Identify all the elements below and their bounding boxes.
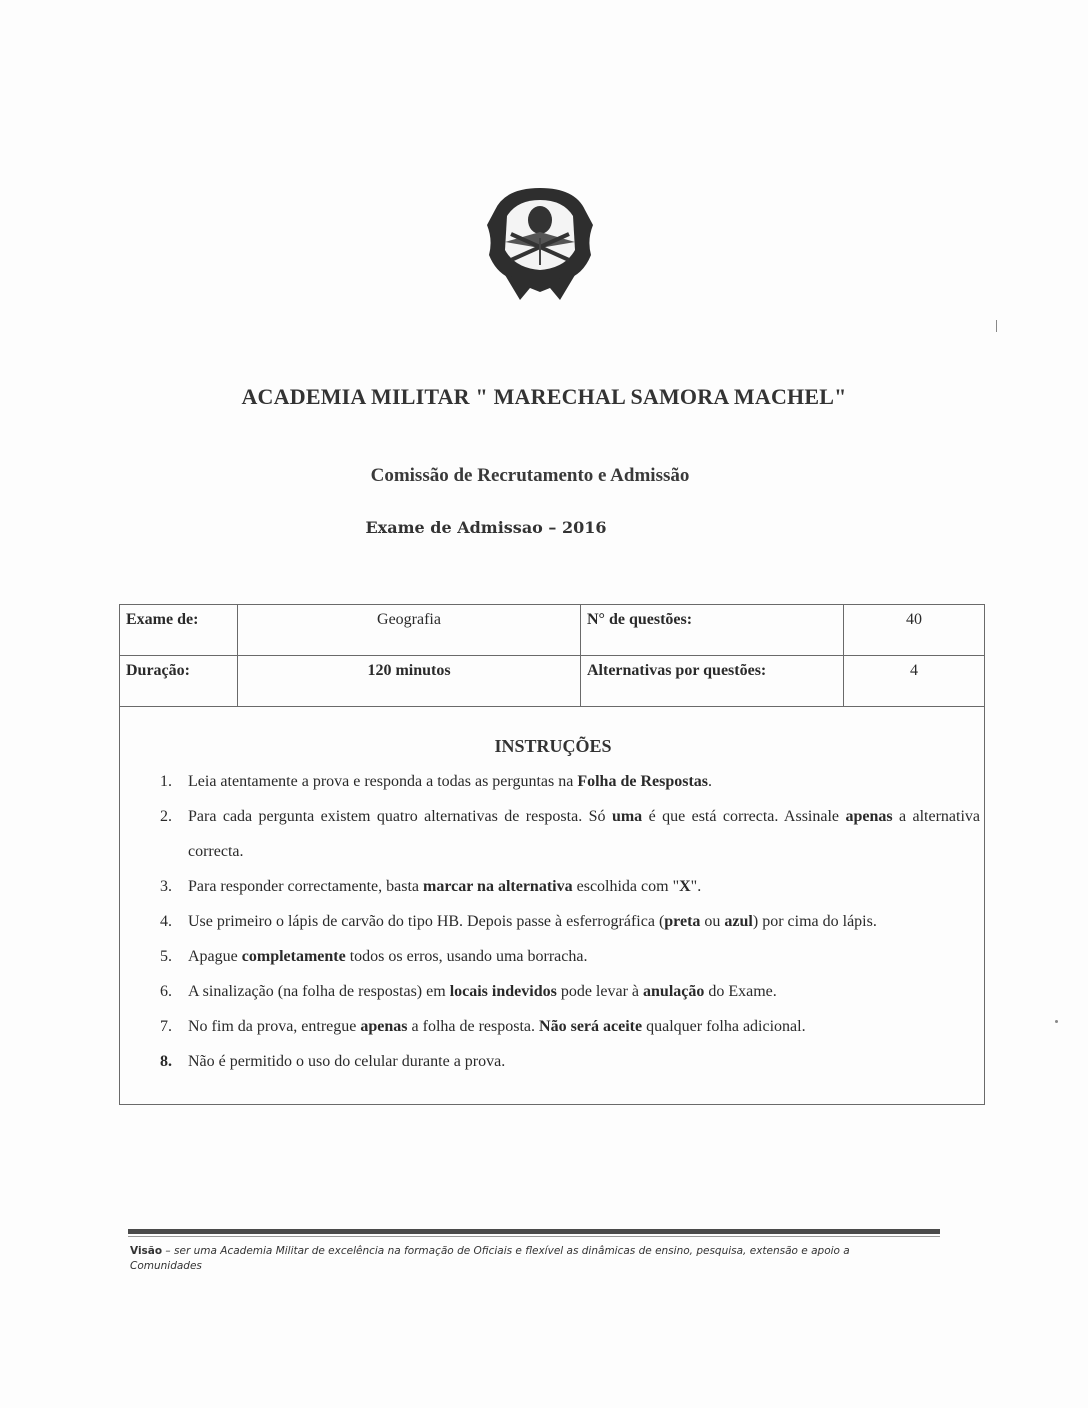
instruction-text: escolhida com " (572, 878, 680, 895)
exam-title: Exame de Admissao – 2016 (365, 518, 607, 537)
instruction-item (160, 904, 980, 939)
footer-divider-thin (128, 1236, 940, 1237)
instruction-text: qualquer folha adicional. (642, 1018, 806, 1035)
alternatives-count: 4 (844, 656, 985, 707)
vision-statement (130, 1244, 920, 1274)
instruction-text: Use primeiro o lápis de carvão do tipo HB. Depois passe à esferrográfica ( (188, 913, 665, 930)
instruction-emphasis: locais indevidos (449, 983, 557, 1000)
instruction-number: 8. (160, 1053, 172, 1070)
table-row (120, 605, 985, 656)
instruction-text: a alternativa correcta. (188, 808, 980, 860)
instruction-text: todos os erros, usando uma borracha. (345, 948, 588, 965)
instruction-text: pode levar à (556, 983, 644, 1000)
military-academy-emblem-icon (475, 180, 605, 305)
instruction-number: 6. (160, 983, 172, 1000)
instruction-emphasis: uma (611, 808, 643, 825)
exam-info-table (119, 604, 985, 707)
instruction-emphasis: azul (724, 913, 753, 930)
instruction-text: Para responder correctamente, basta (188, 878, 423, 895)
instruction-text: Não é permitido o uso do celular durante a prova. (188, 1053, 506, 1070)
footer-divider (128, 1229, 940, 1234)
instruction-number: 3. (160, 878, 172, 895)
vision-label: Visão (130, 1245, 163, 1257)
instruction-number: 1. (160, 773, 172, 790)
table-row (120, 656, 985, 707)
instruction-item (160, 1009, 980, 1044)
vision-text: – ser uma Academia Militar de excelência na formação de Oficiais e flexível as dinâmicas de ensino, pesquisa, extensão e apoio a Comunidades (130, 1245, 850, 1272)
instruction-text: . (708, 773, 713, 790)
instruction-emphasis: Folha de Respostas (577, 773, 709, 790)
scan-speck (1055, 1020, 1058, 1023)
instruction-text: Leia atentamente a prova e responda a todas as perguntas na (188, 773, 578, 790)
instruction-text: Para cada pergunta existem quatro alternativas de resposta. Só (188, 808, 612, 825)
instruction-text: ou (700, 913, 725, 930)
questions-label: N° de questões: (581, 605, 844, 656)
instruction-text: é que está correcta. Assinale (642, 808, 846, 825)
instruction-emphasis: preta (664, 913, 701, 930)
questions-count: 40 (844, 605, 985, 656)
instruction-item (160, 869, 980, 904)
exam-label: Exame de: (120, 605, 238, 656)
duration-label: Duração: (120, 656, 238, 707)
instruction-text: ) por cima do lápis. (752, 913, 877, 930)
alternatives-label: Alternativas por questões: (581, 656, 844, 707)
instruction-item (160, 974, 980, 1009)
instruction-emphasis: Não será aceite (539, 1018, 643, 1035)
instruction-text: No fim da prova, entregue (188, 1018, 361, 1035)
scan-speck (996, 320, 997, 332)
instruction-emphasis: anulação (643, 983, 705, 1000)
instruction-emphasis: apenas (360, 1018, 408, 1035)
instruction-number: 4. (160, 913, 172, 930)
instruction-text: do Exame. (704, 983, 777, 1000)
instructions-title: INSTRUÇÕES (494, 736, 612, 756)
instruction-number: 5. (160, 948, 172, 965)
instruction-item (160, 799, 980, 869)
instruction-text: a folha de resposta. (407, 1018, 540, 1035)
instruction-text: A sinalização (na folha de respostas) em (188, 983, 450, 1000)
instruction-emphasis: marcar na alternativa (423, 878, 573, 895)
institution-title: ACADEMIA MILITAR " MARECHAL SAMORA MACHEL" (241, 384, 847, 409)
instruction-emphasis: apenas (845, 808, 893, 825)
instructions-list (160, 764, 980, 1079)
instruction-emphasis: X (679, 878, 691, 895)
instruction-number: 2. (160, 808, 172, 825)
instruction-text: Apague (188, 948, 242, 965)
exam-subject: Geografia (238, 605, 581, 656)
instruction-text: ". (690, 878, 702, 895)
instruction-item (160, 1044, 980, 1079)
instructions-box (119, 700, 985, 1105)
instruction-item (160, 764, 980, 799)
duration-value: 120 minutos (238, 656, 581, 707)
instruction-emphasis: completamente (241, 948, 346, 965)
instruction-item (160, 939, 980, 974)
instruction-number: 7. (160, 1018, 172, 1035)
commission-subtitle: Comissão de Recrutamento e Admissão (370, 465, 690, 486)
